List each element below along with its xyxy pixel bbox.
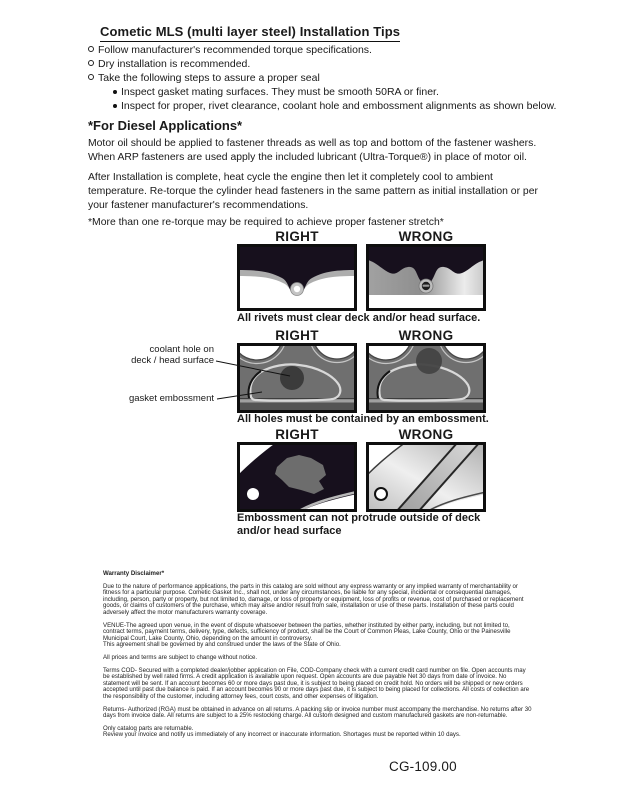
right-label: RIGHT	[275, 427, 319, 442]
caption-protrusion: Embossment can not protrude outside of deck and/or head surface	[237, 512, 481, 537]
bullet-dot-icon	[113, 90, 117, 94]
coolant-hole-annotation: coolant hole on deck / head surface	[131, 344, 214, 366]
diagram-embossment-right-image	[237, 343, 357, 413]
legal-paragraph: VENUE-The agreed upon venue, in the event of dispute whatsoever between the parties, whether instituted by either party, including, but not limited to, contract terms, payment terms, delivery, type, defects, sufficiency of product, shall be the Court of Common Pleas, Lake County, Ohio or the Painesville Municipal Court, Lake County, Ohio, depending on the amount in controversy.	[103, 621, 511, 642]
right-label: RIGHT	[275, 229, 319, 244]
paragraph-motor-oil: Motor oil should be applied to fastener threads as well as top and bottom of the fastener washers. When ARP fasteners are used apply the included lubricant (Ultra-Torque®) in place of motor oil.	[88, 138, 537, 163]
wrong-label: WRONG	[398, 328, 454, 343]
diagram-protrusion-wrong-image	[366, 442, 486, 512]
list-item: Take the following steps to assure a proper seal	[88, 72, 320, 84]
warranty-disclaimer	[103, 571, 533, 745]
bullet-dot-icon	[113, 104, 117, 108]
legal-paragraph: Terms COD- Secured with a completed dealer/jobber application on File, COD-Company check with a current credit card number on file. Open accounts may be established by well rated firms. A credit application is available upon request. Open accounts are due payable Net 30 days from date of invoice. No statement will be sent. If an account becomes 60 or more days past due, it is subject to being placed on credit hold. No orders will be shipped or new orders accepted until past due balance is paid. If an account becomes 90 or more days past due, it is subject to being placed for collections. All costs of collection are the responsibility of the customer, including attorney fees, court costs, and other expenses of litigation.	[103, 666, 530, 700]
legal-paragraph: Due to the nature of performance applications, the parts in this catalog are sold without any express warranty or any implied warranty of merchantability or fitness for a particular purpose. Cometic Gasket Inc., shall not, under any circumstances, be liable for any special, incidental or consequential damages, including, person, party or property, but not limited to, damage, or loss of property or equipment, loss of profits or revenue, cost of purchased or replacement goods, or claims of customers of the purchase, which may arise and/or result from sale, installation or use of these parts. Installation of these parts could adversely affect the motor manufacturers warranty coverage.	[103, 582, 524, 616]
legal-paragraph: Returns- Authorized (RGA) must be obtained in advance on all returns. A packing slip or invoice number must accompany the merchandise. No returns after 30 days from invoice date. All returns are subject to a 25% restocking charge. All custom designed and custom manufactured gaskets are non-returnable.	[103, 705, 532, 720]
retorque-note: *More than one re-torque may be required to achieve proper fastener stretch*	[88, 217, 444, 228]
bullet-circle-icon	[88, 60, 94, 66]
diagram-protrusion-right-image	[237, 442, 357, 512]
right-label: RIGHT	[275, 328, 319, 343]
coolant-hole-icon	[280, 366, 304, 390]
list-item: Inspect for proper, rivet clearance, coolant hole and embossment alignments as shown below.	[113, 100, 556, 112]
bullet-circle-icon	[88, 46, 94, 52]
page-code: CG-109.00	[389, 759, 457, 774]
legal-paragraph: This agreement shall be governed by and construed under the laws of the State of Ohio.	[103, 641, 341, 649]
paragraph-heat-cycle: After Installation is complete, heat cycle the engine then let it completely cool to ambient temperature. Re-torque the cylinder head fasteners in the same pattern as initial installation or per your fastener manufacturer's recommendations.	[88, 172, 538, 211]
wrong-label: WRONG	[398, 427, 454, 442]
gasket-embossment-annotation: gasket embossment	[128, 393, 214, 404]
coolant-hole-icon	[416, 348, 442, 374]
legal-paragraph: Review your invoice and notify us immediately of any incorrect or inaccurate information. Shortages must be reported within 10 days.	[103, 731, 461, 739]
list-item: Inspect gasket mating surfaces. They must be smooth 50RA or finer.	[113, 86, 439, 98]
list-item: Dry installation is recommended.	[88, 58, 250, 70]
diagram-rivet-right-image	[237, 244, 357, 311]
section-heading-diesel: *For Diesel Applications*	[88, 118, 243, 133]
diagram-rivet-wrong-image	[366, 244, 486, 311]
diagram-embossment-wrong-image	[366, 343, 486, 413]
bolt-hole-icon	[375, 488, 387, 500]
legal-heading: Warranty Disclaimer*	[103, 570, 165, 577]
caption-holes: All holes must be contained by an embossment.	[237, 413, 489, 425]
caption-rivets: All rivets must clear deck and/or head surface.	[237, 312, 481, 324]
bullet-circle-icon	[88, 74, 94, 80]
list-item: Follow manufacturer's recommended torque specifications.	[88, 44, 372, 56]
legal-paragraph: Only catalog parts are returnable.	[103, 724, 194, 732]
wrong-label: WRONG	[398, 229, 454, 244]
legal-paragraph: All prices and terms are subject to change without notice.	[103, 653, 258, 661]
page-title: Cometic MLS (multi layer steel) Installation Tips	[100, 24, 400, 42]
bolt-hole-icon	[247, 488, 259, 500]
